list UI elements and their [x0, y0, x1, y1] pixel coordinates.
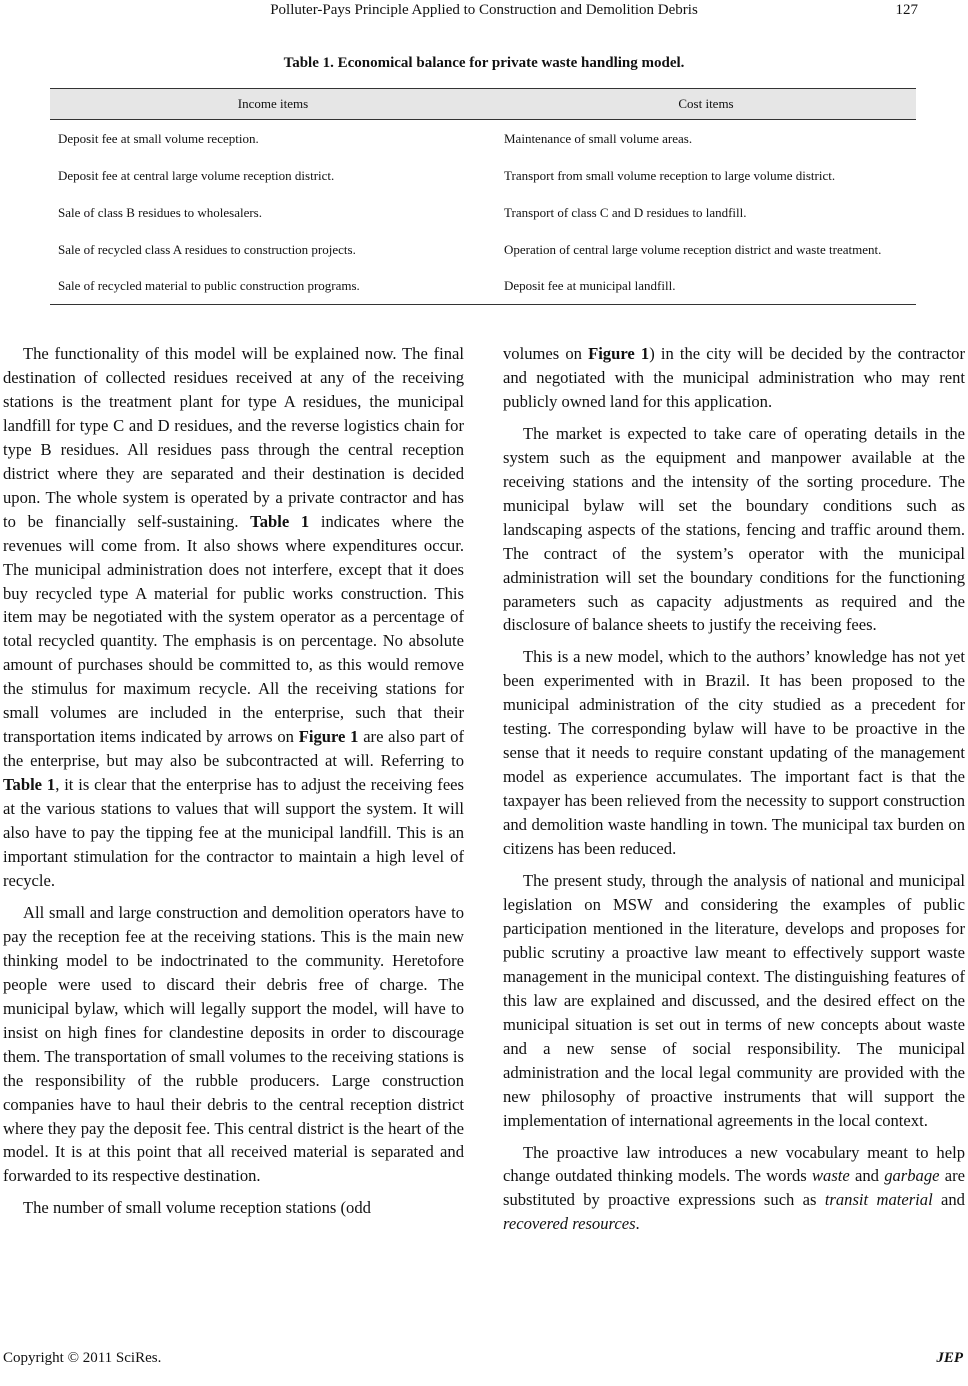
table-row	[50, 120, 916, 157]
table-header-cost: Cost items	[496, 89, 916, 120]
table-row	[50, 194, 916, 231]
body-paragraph: All small and large construction and demolition operators have to pay the reception fee at the receiving stations. This is the main new thinking model to be indoctrinated to the community. Heretofore people were used to discard their debris free of charge. The municipal bylaw, which will legally support the model, will have to insist on high fines for clandestine deposits in order to discourage them. The transportation of small volumes to the receiving stations is the responsibility of the rubble producers. Large construction companies have to haul their debris to the central reception district where they pay the deposit fee. This central district is the heart of the model. It is at this point that all received material is separated and forwarded to its respective destination.	[3, 902, 464, 1186]
right-column	[503, 342, 965, 1244]
body-paragraph: This is a new model, which to the authors’ knowledge has not yet been experimented with in Brazil. It has been proposed to the municipal administration of the city studied as a precedent for testing. The corresponding bylaw will have to be proactive in the sense that it needs to require constant updating of the management model as experience accumulates. The important fact is that the taxpayer has been relieved from the necessity to support construction and demolition waste handling in town. The municipal tax burden on citizens has been reduced.	[503, 647, 965, 859]
body-paragraph: The functionality of this model will be explained now. The final destination of collected residues received at any of the receiving stations is the treatment plant for type A residues, the municipal landfill for type C and D residues, and the reverse logistics chain for type B residues. All residues pass through the central reception district where they are separated and their destination is decided upon. The whole system is operated by a private contractor and has to be financially self-sustaining. Table 1 indicates where the revenues will come from. It also shows where expenditures occur. The municipal administration does not interfere, except that it does buy recycled type A material for public works construction. This item may be negotiated with the system operator as a percentage of total recycled quantity. The emphasis is on percentage. No absolute amount of purchases should be committed to, as this would remove the stimulus for maximum recycle. All the receiving stations for small volumes are included in the enterprise, such that their transportation items indicated by arrows on Figure 1 are also part of the enterprise, but may also be subcontracted at will. Referring to Table 1, it is clear that the enterprise has to adjust the receiving fees at the various stations to values that will support the system. It will also have to pay the tipping fee at the municipal landfill. This is an important stimulation for the contractor to maintain a high level of recycle.	[3, 344, 465, 890]
table-cell-cost: Transport from small volume reception to large volume district.	[504, 167, 836, 183]
table-row	[50, 157, 916, 194]
table-cell-cost: Operation of central large volume reception district and waste treatment.	[504, 241, 882, 257]
page-number: 127	[895, 2, 918, 18]
running-header	[0, 0, 968, 24]
table-reference: Table 1	[250, 511, 310, 531]
emphasis-term: garbage	[884, 1166, 940, 1186]
table-cell-income: Deposit fee at central large volume reception district.	[58, 167, 335, 183]
table-cell-cost: Maintenance of small volume areas.	[504, 130, 693, 146]
economical-balance-table	[50, 88, 916, 305]
body-paragraph: The proactive law introduces a new vocabulary meant to help change outdated thinking models. The words waste and garbage are substituted by proactive expressions such as transit material and recovered resources.	[503, 1142, 965, 1234]
table-header-row	[50, 89, 916, 120]
emphasis-term: transit material	[824, 1190, 933, 1210]
table-header-income: Income items	[50, 89, 496, 120]
body-paragraph: The market is expected to take care of operating details in the system such as the equipment and manpower available at the receiving stations and the intensity of the sorting procedure. The municipal bylaw will set the boundary conditions such as landscaping aspects of the stations, fencing and traffic around them. The contract of the system’s operator with the municipal administration will set the boundary conditions for the functioning parameters such as capacity adjustments as required and the disclosure of balance sheets to justify the receiving fees.	[503, 423, 965, 635]
table-caption: Table 1. Economical balance for private waste handling model.	[283, 55, 685, 71]
table-row	[50, 231, 916, 268]
left-column	[3, 342, 464, 1228]
table-reference: Table 1	[3, 775, 56, 795]
running-title: Polluter-Pays Principle Applied to Construction and Demolition Debris	[270, 2, 698, 18]
body-paragraph-continued: volumes on Figure 1) in the city will be decided by the contractor and negotiated with the municipal administration who may rent publicly owned land for this application.	[503, 344, 966, 411]
figure-reference: Figure 1	[298, 727, 359, 747]
body-paragraph: The present study, through the analysis of national and municipal legislation on MSW and considering the examples of public participation mentioned in the literature, develops and proposes for public scrutiny a proactive law meant to effectively support waste management in the municipal context. The distinguishing features of this law are explained and discussed, and the desired effect on the municipal situation is set out in terms of new concepts about waste and a new sense of social responsibility. The municipal administration and the local legal community are provided with the new philosophy of proactive instruments that will support the implementation of international agreements in the local context.	[503, 871, 965, 1130]
table-cell-income: Sale of recycled class A residues to construction projects.	[58, 241, 356, 257]
figure-reference: Figure 1	[588, 344, 650, 363]
page-footer	[0, 1350, 968, 1372]
table-row	[50, 268, 916, 305]
copyright-notice: Copyright © 2011 SciRes.	[3, 1350, 162, 1366]
table-cell-cost: Deposit fee at municipal landfill.	[496, 268, 916, 305]
journal-abbreviation: JEP	[936, 1350, 963, 1366]
body-paragraph: The number of small volume reception stations (odd	[23, 1198, 371, 1218]
table-cell-income: Sale of class B residues to wholesalers.	[58, 204, 262, 220]
table-cell-cost: Transport of class C and D residues to landfill.	[504, 204, 747, 220]
emphasis-term: recovered resources	[503, 1214, 636, 1234]
emphasis-term: waste	[811, 1166, 850, 1186]
table-cell-income: Sale of recycled material to public construction programs.	[50, 268, 496, 305]
table-cell-income: Deposit fee at small volume reception.	[58, 130, 259, 146]
